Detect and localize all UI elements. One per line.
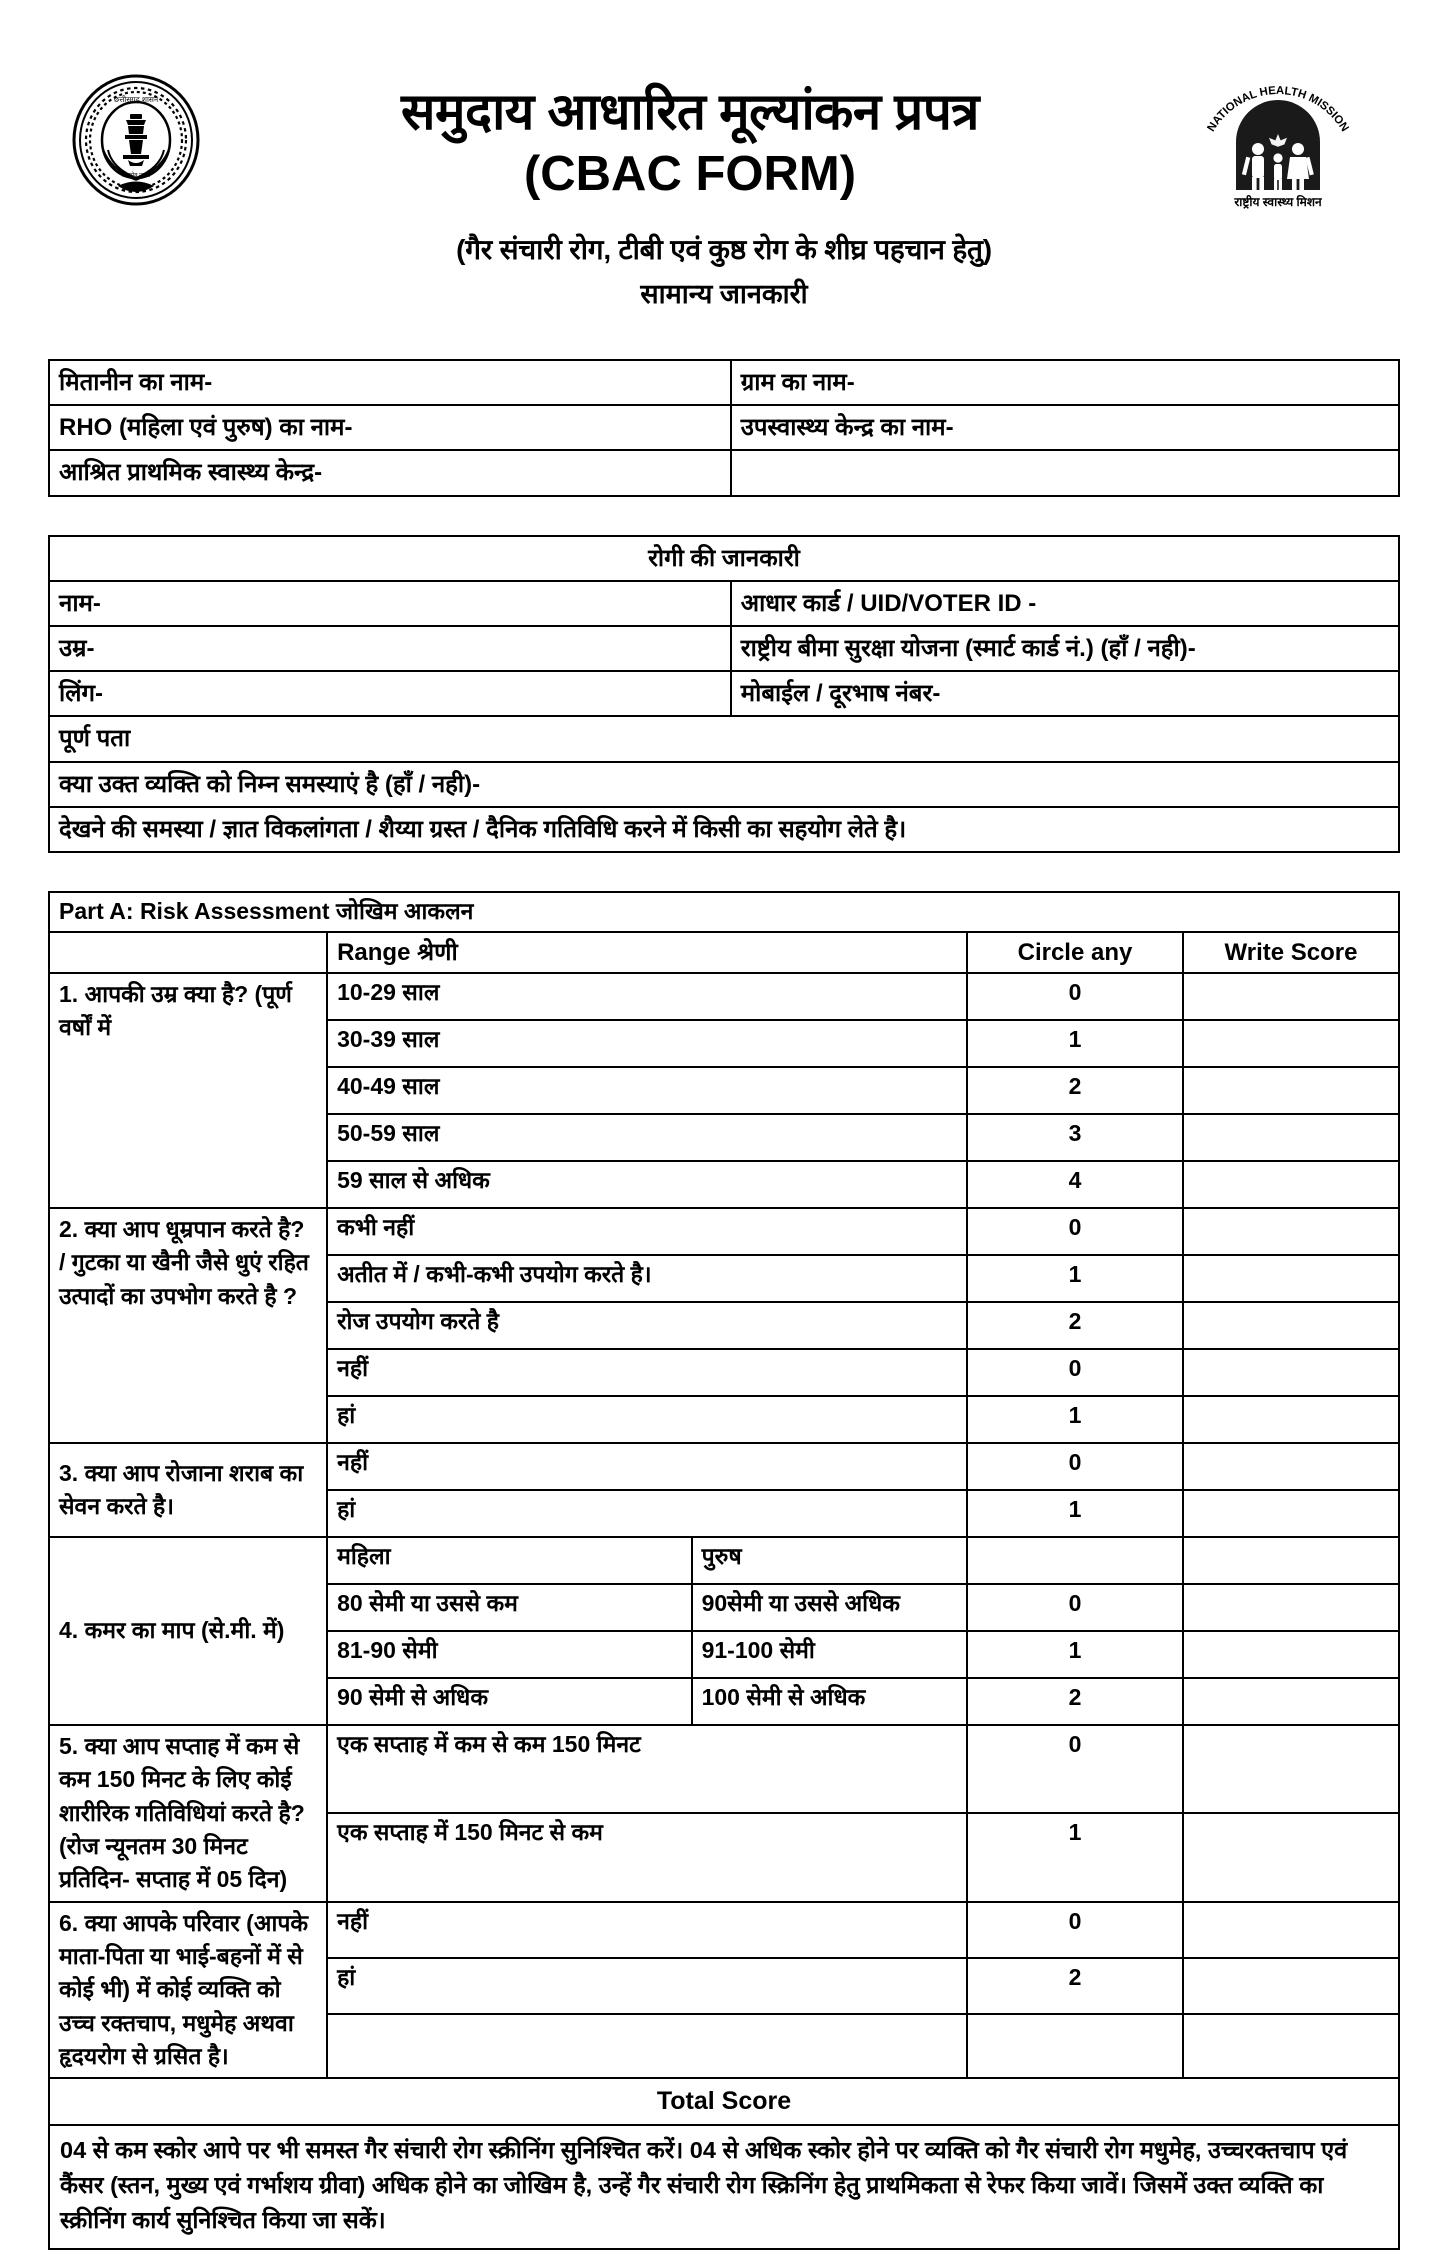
q6-option-score[interactable]: 0: [967, 1902, 1183, 1958]
problems-list-field[interactable]: देखने की समस्या / ज्ञात विकलांगता / शैय्या ग्रस्त / दैनिक गतिविधि करने में किसी का सहयोग लेते है।: [49, 807, 1399, 852]
chhattisgarh-government-emblem-icon: [70, 74, 202, 206]
q5-option-label[interactable]: एक सप्ताह में 150 मिनट से कम: [327, 1813, 967, 1901]
form-subtitle-general-info: सामान्य जानकारी: [640, 279, 808, 309]
q2-write-score-cell[interactable]: [1183, 1255, 1399, 1302]
q4-write-score-header-cell: [1183, 1537, 1399, 1584]
q1-write-score-cell[interactable]: [1183, 1114, 1399, 1161]
question-4-text: 4. कमर का माप (से.मी. में): [49, 1537, 327, 1725]
table-row: [49, 536, 1399, 581]
footer-note-text: 04 से कम स्कोर आपे पर भी समस्त गैर संचारी रोग स्क्रीनिंग सुनिश्चित करें। 04 से अधिक स्कोर होने पर व्यक्ति को गैर संचारी रोग मधुमेह, उच्चरक्तचाप एवं कैंसर (स्तन, मुख्य एवं गर्भाशय ग्रीवा) अधिक होने का जोखिम है, उन्हें गैर संचारी रोग स्क्रिनिंग हेतु प्राथमिकता से रेफर किया जावें। जिसमें उक्त व्यक्ति का स्क्रीनिंग कार्य सुनिश्चित किया जा सकें।: [49, 2125, 1399, 2249]
q4-male-option[interactable]: 91-100 सेमी: [692, 1631, 967, 1678]
q2-option-label[interactable]: रोज उपयोग करते है: [327, 1302, 967, 1349]
problems-question-field[interactable]: क्या उक्त व्यक्ति को निम्न समस्याएं है (हॉं / नही)-: [49, 762, 1399, 807]
question-1-text: 1. आपकी उम्र क्या है? (पूर्ण वर्षों में: [49, 973, 327, 1208]
q4-option-score[interactable]: 0: [967, 1584, 1183, 1631]
empty-header-cell: [49, 932, 327, 973]
table-row: [49, 671, 1399, 716]
q2-write-score-cell[interactable]: [1183, 1396, 1399, 1443]
q4-male-option[interactable]: 100 सेमी से अधिक: [692, 1678, 967, 1725]
q2-option-score[interactable]: 2: [967, 1302, 1183, 1349]
empty-cell[interactable]: [731, 450, 1399, 495]
q5-write-score-cell[interactable]: [1183, 1813, 1399, 1901]
write-score-column-header: Write Score: [1183, 932, 1399, 973]
q1-option-score[interactable]: 4: [967, 1161, 1183, 1208]
table-row: [49, 892, 1399, 932]
patient-info-table: [48, 535, 1400, 853]
q4-write-score-cell[interactable]: [1183, 1631, 1399, 1678]
q4-circle-header-cell: [967, 1537, 1183, 1584]
rho-name-field[interactable]: RHO (महिला एवं पुरुष) का नाम-: [49, 405, 731, 450]
nhm-arc-text: NATIONAL HEALTH MISSION: [1205, 86, 1351, 134]
q1-write-score-cell[interactable]: [1183, 1067, 1399, 1114]
sub-health-centre-name-field[interactable]: उपस्वास्थ्य केन्द्र का नाम-: [731, 405, 1399, 450]
q2-write-score-cell[interactable]: [1183, 1208, 1399, 1255]
insurance-smartcard-field[interactable]: राष्ट्रीय बीमा सुरक्षा योजना (स्मार्ट कार्ड नं.) (हॉं / नही)-: [731, 626, 1399, 671]
patient-gender-field[interactable]: लिंग-: [49, 671, 731, 716]
q3-write-score-cell[interactable]: [1183, 1490, 1399, 1537]
q1-option-label[interactable]: 30-39 साल: [327, 1020, 967, 1067]
circle-any-column-header: Circle any: [967, 932, 1183, 973]
q6-write-score-cell[interactable]: [1183, 1958, 1399, 2014]
q4-female-option[interactable]: 90 सेमी से अधिक: [327, 1678, 692, 1725]
staff-info-table: [48, 359, 1400, 497]
q2-write-score-cell[interactable]: [1183, 1349, 1399, 1396]
q4-option-score[interactable]: 1: [967, 1631, 1183, 1678]
q3-option-score[interactable]: 1: [967, 1490, 1183, 1537]
aadhaar-uid-voterid-field[interactable]: आधार कार्ड / UID/VOTER ID -: [731, 581, 1399, 626]
q4-write-score-cell[interactable]: [1183, 1678, 1399, 1725]
q1-write-score-cell[interactable]: [1183, 973, 1399, 1020]
q6-write-score-cell[interactable]: [1183, 1902, 1399, 1958]
patient-info-heading: रोगी की जानकारी: [49, 536, 1399, 581]
q6-option-label[interactable]: नहीं: [327, 1902, 967, 1958]
table-row: [49, 1208, 1399, 1255]
q1-write-score-cell[interactable]: [1183, 1020, 1399, 1067]
q2-option-label[interactable]: हां: [327, 1396, 967, 1443]
question-2-text: 2. क्या आप धूम्रपान करते है? / गुटका या खैनी जैसे धुएं रहित उत्पादों का उपभोग करते है ?: [49, 1208, 327, 1443]
q6-option-score[interactable]: 2: [967, 1958, 1183, 2014]
table-row: [49, 360, 1399, 405]
q1-option-score[interactable]: 3: [967, 1114, 1183, 1161]
q2-option-label[interactable]: कभी नहीं: [327, 1208, 967, 1255]
table-row: [49, 807, 1399, 852]
total-score-row: [49, 2078, 1399, 2125]
question-5-text: 5. क्या आप सप्ताह में कम से कम 150 मिनट के लिए कोई शारीरिक गतिविधियां करते है? (रोज न्यूनतम 30 मिनट प्रतिदिन- सप्ताह में 05 दिन): [49, 1725, 327, 1902]
page-title-hindi: समुदाय आधारित मूल्यांकन प्रपत्र: [401, 83, 979, 140]
q1-option-score[interactable]: 2: [967, 1067, 1183, 1114]
total-score-label: Total Score: [49, 2078, 1399, 2125]
q2-option-score[interactable]: 1: [967, 1255, 1183, 1302]
table-header-row: [49, 932, 1399, 973]
svg-text:सत्यमेव जयते: सत्यमेव जयते: [121, 173, 151, 179]
q3-option-score[interactable]: 0: [967, 1443, 1183, 1490]
q1-option-score[interactable]: 1: [967, 1020, 1183, 1067]
q4-male-option[interactable]: 90सेमी या उससे अधिक: [692, 1584, 967, 1631]
patient-name-field[interactable]: नाम-: [49, 581, 731, 626]
q2-write-score-cell[interactable]: [1183, 1302, 1399, 1349]
part-a-title: Part A: Risk Assessment जोखिम आकलन: [49, 892, 1399, 932]
question-6-text: 6. क्या आपके परिवार (आपके माता-पिता या भाई-बहनों में से कोई भी) में कोई व्यक्ति को उच्च रक्तचाप, मधुमेह अथवा हृदयरोग से ग्रसित है।: [49, 1902, 327, 2079]
q3-write-score-cell[interactable]: [1183, 1443, 1399, 1490]
q6-option-label[interactable]: [327, 2014, 967, 2079]
table-row: [49, 1537, 1399, 1584]
table-row: [49, 626, 1399, 671]
q1-option-label[interactable]: 50-59 साल: [327, 1114, 967, 1161]
mobile-number-field[interactable]: मोबाईल / दूरभाष नंबर-: [731, 671, 1399, 716]
page-title-english: (CBAC FORM): [523, 147, 857, 202]
question-3-text: 3. क्या आप रोजाना शराब का सेवन करते है।: [49, 1443, 327, 1537]
table-row: [49, 1725, 1399, 1813]
q2-option-score[interactable]: 0: [967, 1349, 1183, 1396]
q6-write-score-cell[interactable]: [1183, 2014, 1399, 2079]
q1-option-label[interactable]: 59 साल से अधिक: [327, 1161, 967, 1208]
q6-option-score[interactable]: [967, 2014, 1183, 2079]
q3-option-label[interactable]: हां: [327, 1490, 967, 1537]
q1-option-label[interactable]: 40-49 साल: [327, 1067, 967, 1114]
table-row: [49, 581, 1399, 626]
table-row: [49, 716, 1399, 761]
table-row: [49, 762, 1399, 807]
svg-text:छत्तीसगढ़ शासन: छत्तीसगढ़ शासन: [113, 95, 159, 104]
full-address-field[interactable]: पूर्ण पता: [49, 716, 1399, 761]
q4-male-header: पुरुष: [692, 1537, 967, 1584]
q2-option-score[interactable]: 1: [967, 1396, 1183, 1443]
table-row: [49, 1902, 1399, 1958]
village-name-field[interactable]: ग्राम का नाम-: [731, 360, 1399, 405]
footer-note-row: [49, 2125, 1399, 2249]
q1-option-label[interactable]: 10-29 साल: [327, 973, 967, 1020]
risk-assessment-table: [48, 891, 1400, 2250]
q6-option-label[interactable]: हां: [327, 1958, 967, 2014]
form-subtitle-purpose: (गैर संचारी रोग, टीबी एवं कुष्ठ रोग के शीघ्र पहचान हेतु): [456, 234, 992, 265]
q3-option-label[interactable]: नहीं: [327, 1443, 967, 1490]
q2-option-label[interactable]: अतीत में / कभी-कभी उपयोग करते है।: [327, 1255, 967, 1302]
svg-text:राष्ट्रीय स्वास्थ्य मिशन: राष्ट्रीय स्वास्थ्य मिशन: [1234, 195, 1322, 209]
q2-option-label[interactable]: नहीं: [327, 1349, 967, 1396]
q5-option-label[interactable]: एक सप्ताह में कम से कम 150 मिनट: [327, 1725, 967, 1813]
table-row: [49, 973, 1399, 1020]
q4-option-score[interactable]: 2: [967, 1678, 1183, 1725]
q4-female-option[interactable]: 81-90 सेमी: [327, 1631, 692, 1678]
phc-name-field[interactable]: आश्रित प्राथमिक स्वास्थ्य केन्द्र-: [49, 450, 731, 495]
table-row: [49, 450, 1399, 495]
q5-option-score[interactable]: 1: [967, 1813, 1183, 1901]
range-column-header: Range श्रेणी: [327, 932, 967, 973]
q5-option-score[interactable]: 0: [967, 1725, 1183, 1813]
q5-write-score-cell[interactable]: [1183, 1725, 1399, 1813]
q1-option-score[interactable]: 0: [967, 973, 1183, 1020]
patient-age-field[interactable]: उम्र-: [49, 626, 731, 671]
mitanin-name-field[interactable]: मितानीन का नाम-: [49, 360, 731, 405]
q4-write-score-cell[interactable]: [1183, 1584, 1399, 1631]
title-block: [202, 60, 1178, 204]
q1-write-score-cell[interactable]: [1183, 1161, 1399, 1208]
form-header: [48, 60, 1400, 208]
table-row: [49, 1443, 1399, 1490]
table-row: [49, 405, 1399, 450]
q4-female-header: महिला: [327, 1537, 692, 1584]
q4-female-option[interactable]: 80 सेमी या उससे कम: [327, 1584, 692, 1631]
q2-option-score[interactable]: 0: [967, 1208, 1183, 1255]
national-health-mission-logo-icon: [1178, 86, 1378, 208]
